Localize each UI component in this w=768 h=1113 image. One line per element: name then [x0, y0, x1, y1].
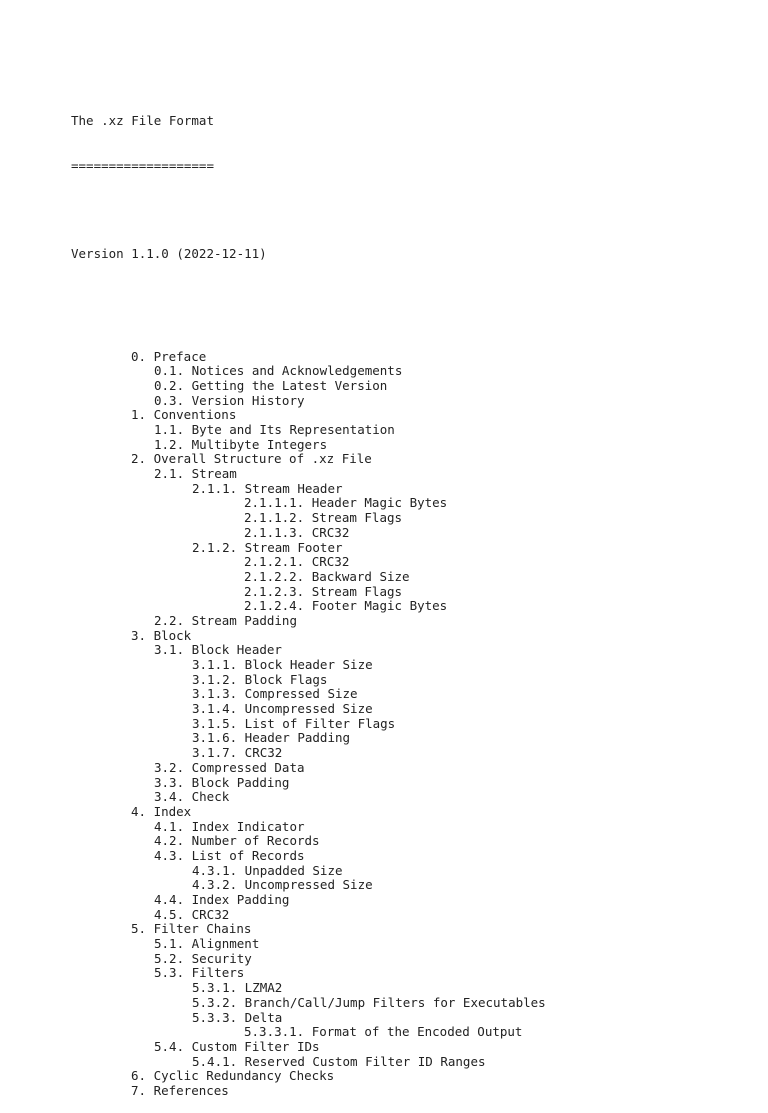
toc-entry: 3.3. Block Padding: [154, 774, 290, 790]
spacer: [71, 291, 546, 306]
toc-entry: 4.2. Number of Records: [154, 833, 320, 849]
version-line: Version 1.1.0 (2022-12-11): [71, 245, 267, 261]
toc-entry: 0.2. Getting the Latest Version: [154, 377, 388, 393]
toc-entry: 2.1.1.1. Header Magic Bytes: [244, 495, 448, 511]
toc-entry: 3.1.1. Block Header Size: [192, 657, 373, 672]
document: [71, 85, 546, 1113]
toc-entry: 3.1.5. List of Filter Flags: [192, 715, 396, 731]
toc-entry: 2.1.2.1. CRC32: [244, 554, 350, 570]
toc-entry: 5.3. Filters: [154, 965, 245, 981]
toc-entry: 3.2. Compressed Data: [154, 759, 305, 775]
toc-entry: 3.1.6. Header Padding: [192, 730, 351, 746]
toc-entry: 5.2. Security: [154, 950, 252, 966]
toc-entry: 4.3.1. Unpadded Size: [192, 862, 343, 878]
toc-entry: 4.3. List of Records: [154, 847, 305, 863]
table-of-contents: [71, 350, 546, 1099]
toc-entry: 2.1.2.3. Stream Flags: [244, 583, 403, 599]
toc-entry: 2.1.1.3. CRC32: [244, 524, 350, 540]
toc-entry: 3.1.3. Compressed Size: [192, 686, 358, 702]
toc-entry: 2.1.2. Stream Footer: [192, 539, 343, 555]
toc-entry: 1.1. Byte and Its Representation: [154, 422, 395, 437]
toc-entry: 2. Overall Structure of .xz File: [131, 451, 372, 467]
toc-entry: 1. Conventions: [131, 407, 237, 423]
toc-entry: 2.1. Stream: [154, 466, 237, 482]
toc-entry: 4.3.2. Uncompressed Size: [192, 877, 373, 893]
toc-entry: 2.1.2.2. Backward Size: [244, 568, 410, 584]
document-title: The .xz File Format: [71, 113, 214, 129]
toc-entry: 0. Preface: [131, 348, 207, 364]
spacer: [71, 203, 546, 218]
title-underline: ===================: [71, 157, 214, 173]
toc-entry: 4. Index: [131, 803, 192, 819]
toc-entry: 2.1.1. Stream Header: [192, 480, 343, 496]
toc-entry: 4.4. Index Padding: [154, 892, 290, 907]
toc-entry: 2.1.2.4. Footer Magic Bytes: [244, 598, 448, 614]
toc-entry: 3. Block: [131, 627, 192, 643]
toc-entry: 0.1. Notices and Acknowledgements: [154, 363, 403, 379]
toc-entry: 3.1. Block Header: [154, 642, 282, 658]
toc-entry: 3.4. Check: [154, 789, 230, 805]
toc-entry: 4.1. Index Indicator: [154, 818, 305, 834]
toc-entry: 6. Cyclic Redundancy Checks: [131, 1068, 335, 1084]
toc-entry: 5.4. Custom Filter IDs: [154, 1038, 320, 1054]
toc-entry: 5.3.3. Delta: [192, 1009, 283, 1025]
toc-entry: 5. Filter Chains: [131, 921, 252, 937]
toc-entry: 5.3.3.1. Format of the Encoded Output: [244, 1024, 523, 1040]
toc-entry: 5.4.1. Reserved Custom Filter ID Ranges: [192, 1053, 486, 1069]
toc-entry: 2.1.1.2. Stream Flags: [244, 510, 403, 526]
toc-entry: 5.1. Alignment: [154, 936, 260, 952]
toc-entry: 3.1.7. CRC32: [192, 745, 283, 761]
toc-entry: 0.3. Version History: [154, 392, 305, 408]
toc-entry: 3.1.4. Uncompressed Size: [192, 701, 373, 717]
toc-entry: 1.2. Multibyte Integers: [154, 436, 328, 452]
toc-entry: 2.2. Stream Padding: [154, 612, 297, 628]
toc-entry: 4.5. CRC32: [154, 906, 230, 922]
toc-entry: 5.3.2. Branch/Call/Jump Filters for Executables: [192, 994, 546, 1010]
toc-entry: 7. References: [131, 1082, 229, 1098]
toc-entry: 3.1.2. Block Flags: [192, 671, 328, 687]
toc-entry: 5.3.1. LZMA2: [192, 980, 283, 996]
